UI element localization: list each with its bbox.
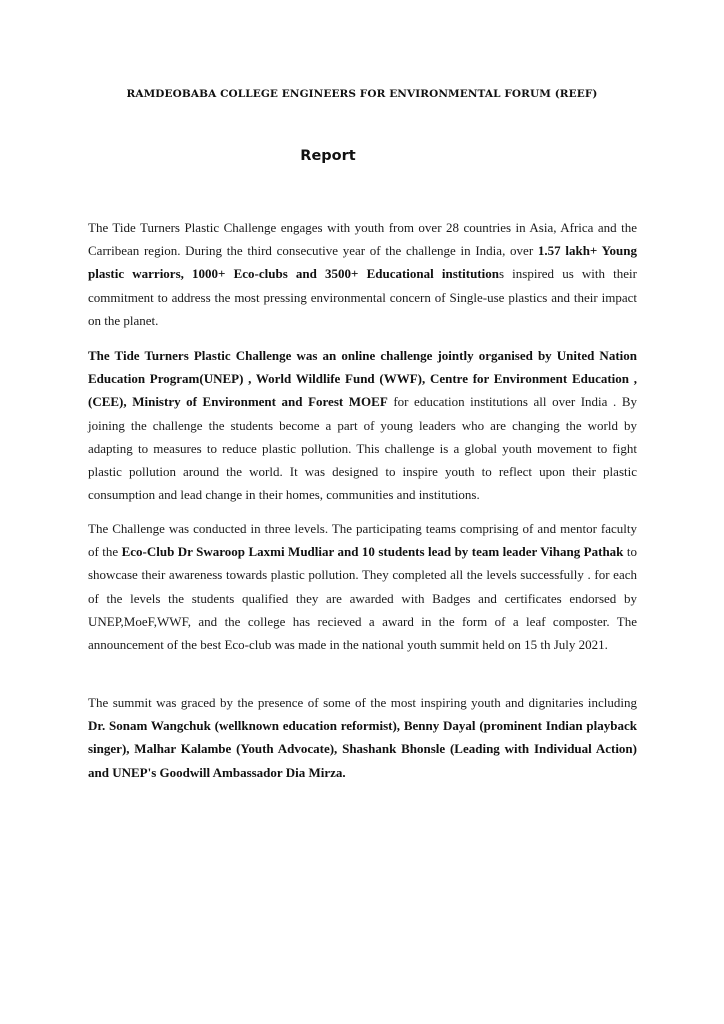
bold-text-run: Dr. Sonam Wangchuk (wellknown education reformist), Benny Dayal (prominent Indian playback singer), Malhar Kalambe (Youth Advocate), Shashank Bhonsle (Leading with Individual Action) and UNEP's Goodwill Ambassador Dia Mirza. [88,718,637,780]
report-title: Report [300,148,356,164]
organization-heading: RAMDEOBABA COLLEGE ENGINEERS FOR ENVIRONMENTAL FORUM (REEF) [126,88,598,100]
paragraph-challenge-levels [88,517,637,656]
paragraph-summit-guests [88,691,637,784]
text-run: The summit was graced by the presence of some of the most inspiring youth and dignitaries including [88,695,637,710]
bold-text-run: Eco-Club Dr Swaroop Laxmi Mudliar and 10 students lead by team leader Vihang Pathak [121,544,624,560]
bold-text-run: The Tide Turners Plastic Challenge was an online challenge jointly organised by United Nation Education Program(UNEP) , World Wildlife Fund (WWF), Centre for Environment Education , (CEE), Ministry of Environment and Forest MOEF [88,348,637,410]
text-run: to showcase their awareness towards plastic pollution. They completed all the levels successfully . for each of the levels the students qualified they are awarded with Badges and certificates endorsed by UNEP,MoeF,WWF, and the college has recieved a award in the form of a leaf composter. The announcement of the best Eco-club was made in the national youth summit held on 15 th July 2021. [88,544,637,653]
paragraph-organisers [88,344,637,506]
text-run: for education institutions all over India . By joining the challenge the students become a part of young leaders who are changing the world by adapting to measures to reduce plastic pollution. This challenge is a global youth movement to fight plastic pollution around the world. It was designed to inspire youth to reflect upon their plastic consumption and lead change in their homes, communities and institutions. [88,394,637,503]
text-run: The Challenge was conducted in three levels. The participating teams comprising of and mentor faculty of the [88,521,637,560]
paragraph-introduction [88,216,637,332]
text-run: s inspired us with their commitment to address the most pressing environmental concern of Single-use plastics and their impact on the planet. [88,266,637,328]
bold-text-run: 1.57 lakh+ Young plastic warriors, 1000+ Eco-clubs and 3500+ Educational institution [88,243,637,282]
text-run: The Tide Turners Plastic Challenge engages with youth from over 28 countries in Asia, Africa and the Carribean region. During the third consecutive year of the challenge in India, over [88,220,637,259]
